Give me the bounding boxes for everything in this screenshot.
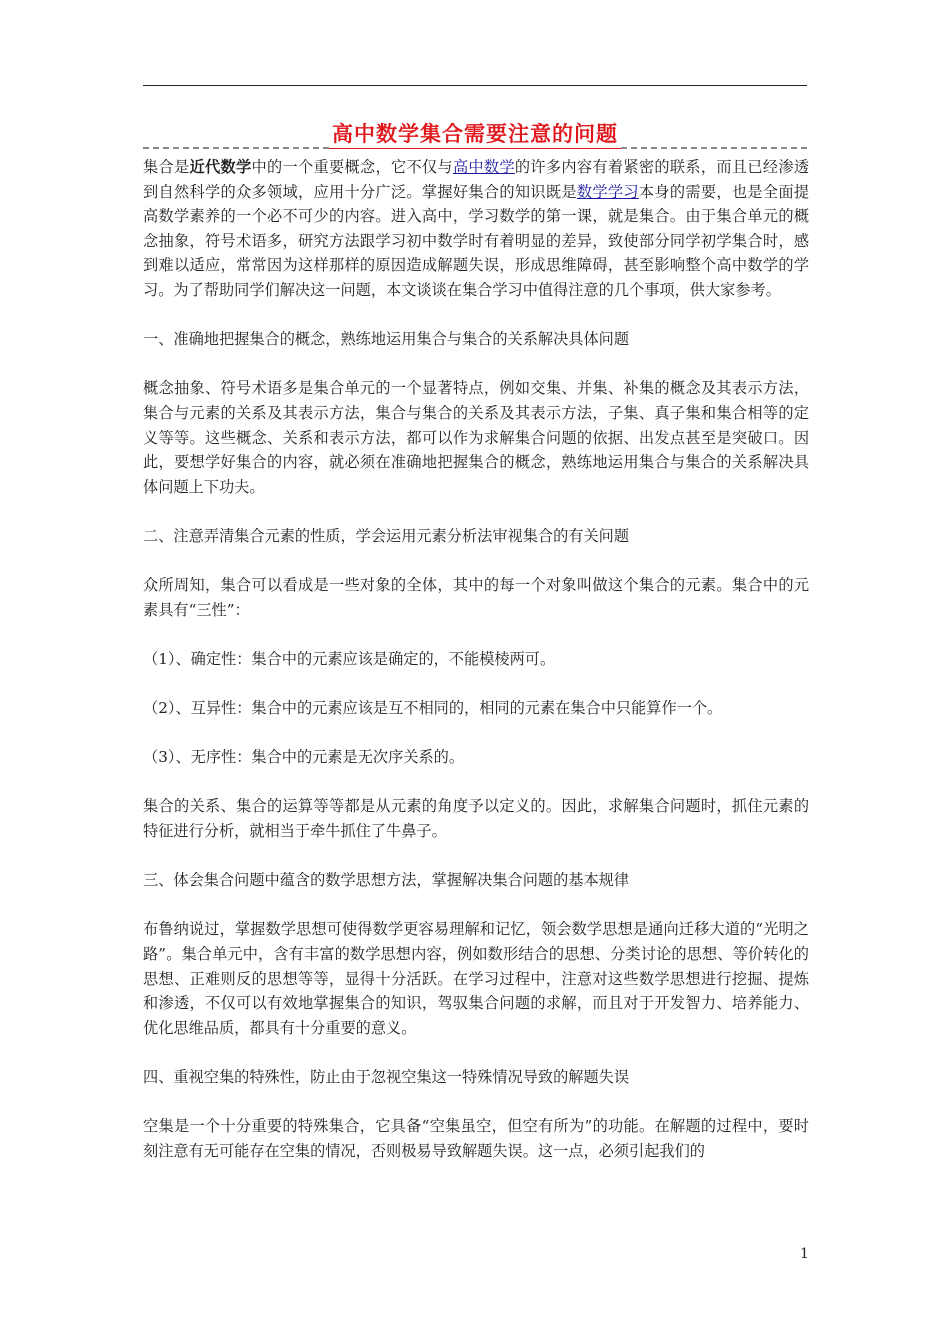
page-number: 1 (800, 1246, 809, 1262)
section-paragraph-2: 众所周知，集合可以看成是一些对象的全体，其中的每一个对象叫做这个集合的元素。集合中的元素具有“三性”： (143, 576, 809, 619)
intro-bold-term: 近代数学 (189, 158, 252, 176)
intro-text-4: 本身的需要，也是全面提高数学素养的一个必不可少的内容。进入高中，学习数学的第一课，就是集合。由于集合单元的概念抽象，符号术语多，研究方法跟学习初中数学时有着明显的差异，致使部分同学初学集合时，感到难以适应，常常因为这样那样的原因造成解题失误，形成思维障碍，甚至影响整个高中数学的学习。为了帮助同学们解决这一问题，本文谈谈在集合学习中值得注意的几个事项，供大家参考。 (143, 182, 810, 299)
section-heading-1: 一、准确地把握集合的概念，熟练地运用集合与集合的关系解决具体问题 (143, 330, 629, 349)
section-paragraph-5: 空集是一个十分重要的特殊集合，它具备“空集虽空，但空有所为”的功能。在解题的过程中，要时刻注意有无可能存在空集的情况，否则极易导致解题失误。这一点，必须引起我们的 (143, 1117, 809, 1160)
title-dash-right (621, 147, 807, 149)
intro-text-1: 集合是 (143, 158, 190, 176)
title-dash-left (143, 147, 329, 149)
header-rule (143, 85, 807, 86)
list-item-2: （2）、互异性：集合中的元素应该是互不相同的，相同的元素在集合中只能算作一个。 (143, 699, 723, 718)
article-body (143, 155, 809, 1163)
section-heading-3: 三、体会集合问题中蕴含的数学思想方法，掌握解决集合问题的基本规律 (143, 871, 629, 890)
intro-paragraph (143, 155, 809, 303)
intro-text-2: 中的一个重要概念，它不仅与 (251, 158, 453, 176)
list-item-1: （1）、确定性：集合中的元素应该是确定的，不能模棱两可。 (143, 649, 556, 668)
link-gaozhong-shuxue[interactable]: 高中数学 (452, 158, 515, 176)
section-heading-2: 二、注意弄清集合元素的性质，学会运用元素分析法审视集合的有关问题 (143, 526, 629, 545)
section-paragraph-1: 概念抽象、符号术语多是集合单元的一个显著特点，例如交集、并集、补集的概念及其表示方法，集合与元素的关系及其表示方法，集合与集合的关系及其表示方法，子集、真子集和集合相等的定义等等。这些概念、关系和表示方法，都可以作为求解集合问题的依据、出发点甚至是突破口。因此，要想学好集合的内容，就必须在准确地把握集合的概念，熟练地运用集合与集合的关系解决具体问题上下功夫。 (143, 379, 809, 496)
section-paragraph-4: 布鲁纳说过，掌握数学思想可使得数学更容易理解和记忆，领会数学思想是通向迁移大道的“光明之路”。集合单元中，含有丰富的数学思想内容，例如数形结合的思想、分类讨论的思想、等价转化的思想、正难则反的思想等等，显得十分活跃。在学习过程中，注意对这些数学思想进行挖掘、提炼和渗透，不仅可以有效地掌握集合的知识，驾驭集合问题的求解，而且对于开发智力、培养能力、优化思维品质，都具有十分重要的意义。 (143, 920, 809, 1037)
link-shuxue-xuexi[interactable]: 数学学习 (576, 182, 639, 201)
intro-text-3: 的许多内容有着紧密的联系，而且已经渗透到自然科学的众多领域，应用十分广泛。掌握好集合的知识既是 (143, 158, 810, 201)
section-paragraph-3: 集合的关系、集合的运算等等都是从元素的角度予以定义的。因此，求解集合问题时，抓住元素的特征进行分析，就相当于牵牛抓住了牛鼻子。 (143, 797, 809, 841)
title-row (143, 120, 807, 152)
page-title: 高中数学集合需要注意的问题 (329, 120, 621, 149)
section-heading-4: 四、重视空集的特殊性，防止由于忽视空集这一特殊情况导致的解题失误 (143, 1067, 629, 1086)
list-item-3: （3）、无序性：集合中的元素是无次序关系的。 (143, 748, 465, 767)
